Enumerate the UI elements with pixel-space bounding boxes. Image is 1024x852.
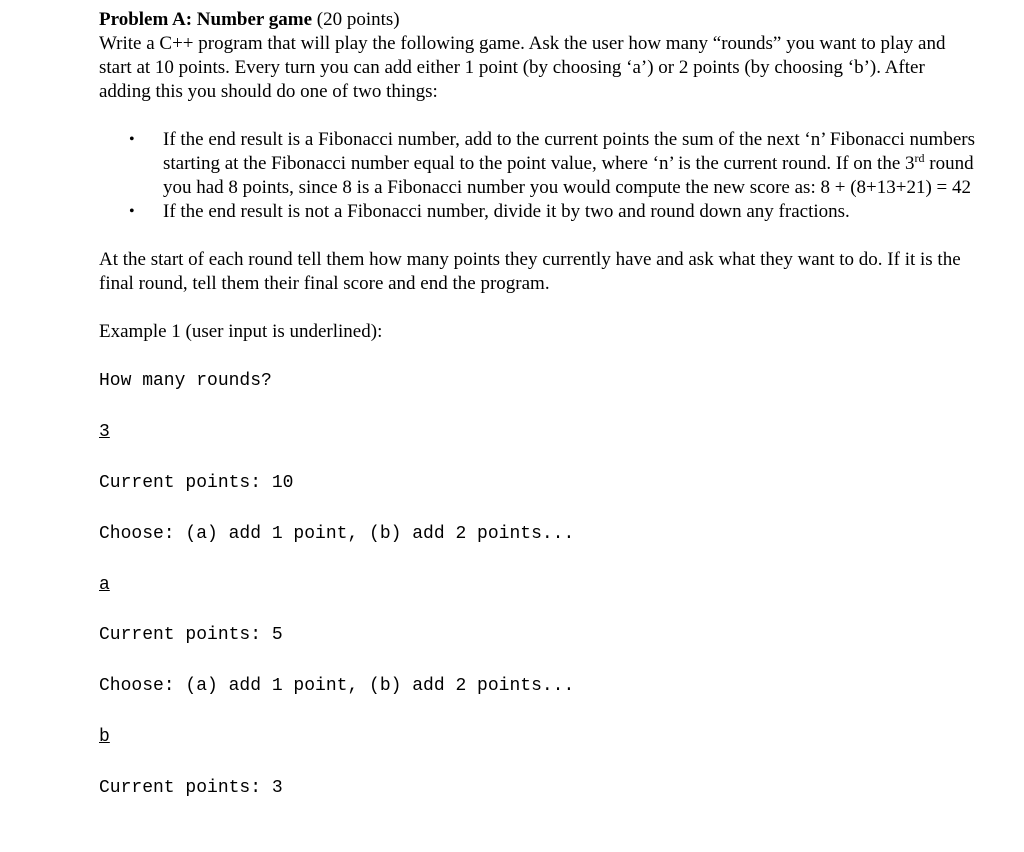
document [99, 8, 979, 852]
user-input: b [99, 727, 110, 748]
ordinal-suffix: rd [914, 151, 925, 165]
problem-points: (20 points) [312, 9, 400, 30]
bullet-icon: • [129, 203, 135, 220]
example-heading: Example 1 (user input is underlined): [99, 321, 383, 342]
problem-intro: Write a C++ program that will play the following game. Ask the user how many “rounds” you want to play and start at 10 points. Every turn you can add either 1 point (by choosing ‘a’) or 2 points (by choosing ‘b’). After adding this you should do one of two things: [99, 33, 946, 102]
console-line: Current points: 10 [99, 473, 294, 494]
rule-fibonacci [99, 128, 979, 200]
user-input: 3 [99, 422, 110, 443]
rule-non-fibonacci [99, 200, 979, 224]
rule-fibonacci-text-1: If the end result is a Fibonacci number, add to the current points the sum of the next ‘n’ Fibonacci numbers starting at the Fibonacci number equal to the point value, where ‘n’ is the current round. If on the 3 [163, 129, 975, 174]
rules-list [99, 128, 979, 224]
example-transcript [99, 344, 979, 852]
console-line: Current points: 3 [99, 777, 283, 798]
console-line: How many rounds? [99, 371, 272, 392]
rule-non-fibonacci-text: If the end result is not a Fibonacci number, divide it by two and round down any fractions. [163, 201, 850, 222]
console-line: Choose: (a) add 1 point, (b) add 2 points... [99, 523, 575, 544]
bullet-icon: • [129, 131, 135, 148]
round-instructions: At the start of each round tell them how many points they currently have and ask what they want to do. If it is the final round, tell them their final score and end the program. [99, 249, 961, 294]
problem-heading [99, 8, 979, 32]
console-line: Choose: (a) add 1 point, (b) add 2 points... [99, 676, 575, 697]
problem-title: Problem A: Number game [99, 9, 313, 30]
user-input: a [99, 574, 110, 595]
rule-fibonacci-text-2: round you had 8 points, since 8 is a Fibonacci number you would compute the new score as: 8 + (8+13+21) = 42 [163, 153, 974, 198]
console-line: Current points: 5 [99, 625, 283, 646]
